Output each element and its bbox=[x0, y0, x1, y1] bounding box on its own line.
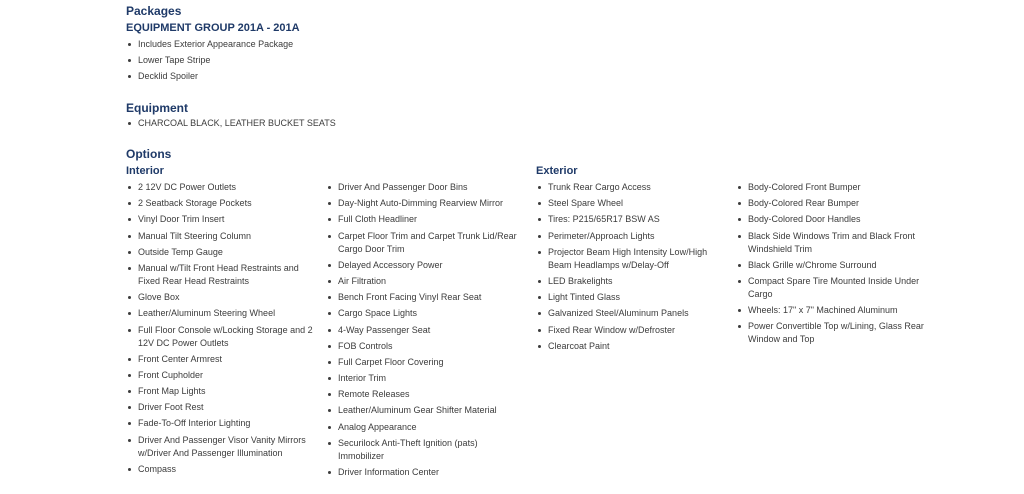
list-item: CHARCOAL BLACK, LEATHER BUCKET SEATS bbox=[126, 117, 446, 130]
list-item: Full Carpet Floor Covering bbox=[326, 356, 522, 369]
list-item: LED Brakelights bbox=[536, 275, 726, 288]
list-item: 4-Way Passenger Seat bbox=[326, 324, 522, 337]
list-item: Includes Exterior Appearance Package bbox=[126, 38, 446, 51]
equipment-group-title: EQUIPMENT GROUP 201A - 201A bbox=[126, 22, 300, 34]
list-item: Front Map Lights bbox=[126, 385, 316, 398]
list-item: Carpet Floor Trim and Carpet Trunk Lid/Rear Cargo Door Trim bbox=[326, 230, 522, 256]
list-item: Front Center Armrest bbox=[126, 353, 316, 366]
list-item: Full Cloth Headliner bbox=[326, 213, 522, 226]
list-item: Compass bbox=[126, 463, 316, 476]
equipment-heading: Equipment bbox=[126, 101, 188, 115]
list-item: Lower Tape Stripe bbox=[126, 54, 446, 67]
list-item: Outside Temp Gauge bbox=[126, 246, 316, 259]
list-item: Galvanized Steel/Aluminum Panels bbox=[536, 307, 726, 320]
equipment-list bbox=[126, 117, 446, 133]
list-item: Manual w/Tilt Front Head Restraints and Fixed Rear Head Restraints bbox=[126, 262, 316, 288]
list-item: Body-Colored Door Handles bbox=[736, 213, 926, 226]
list-item: Body-Colored Rear Bumper bbox=[736, 197, 926, 210]
list-item: Day-Night Auto-Dimming Rearview Mirror bbox=[326, 197, 522, 210]
list-item: Front Cupholder bbox=[126, 369, 316, 382]
list-item: Driver Foot Rest bbox=[126, 401, 316, 414]
list-item: Air Filtration bbox=[326, 275, 522, 288]
list-item: Leather/Aluminum Steering Wheel bbox=[126, 307, 316, 320]
vehicle-spec-sheet bbox=[126, 0, 926, 494]
list-item: Projector Beam High Intensity Low/High Beam Headlamps w/Delay-Off bbox=[536, 246, 726, 272]
packages-list bbox=[126, 38, 446, 87]
list-item: Leather/Aluminum Gear Shifter Material bbox=[326, 404, 522, 417]
list-item: Perimeter/Approach Lights bbox=[536, 230, 726, 243]
list-item: Compact Spare Tire Mounted Inside Under Cargo bbox=[736, 275, 926, 301]
list-item: FOB Controls bbox=[326, 340, 522, 353]
list-item: Full Floor Console w/Locking Storage and 2 12V DC Power Outlets bbox=[126, 324, 316, 350]
list-item: Wheels: 17" x 7" Machined Aluminum bbox=[736, 304, 926, 317]
list-item: Driver Information Center bbox=[326, 466, 522, 479]
packages-heading: Packages bbox=[126, 4, 182, 18]
list-item: Fade-To-Off Interior Lighting bbox=[126, 417, 316, 430]
list-item: 2 Seatback Storage Pockets bbox=[126, 197, 316, 210]
list-item: Black Grille w/Chrome Surround bbox=[736, 259, 926, 272]
list-item: Bench Front Facing Vinyl Rear Seat bbox=[326, 291, 522, 304]
list-item: Vinyl Door Trim Insert bbox=[126, 213, 316, 226]
list-item: Driver And Passenger Visor Vanity Mirrors w/Driver And Passenger Illumination bbox=[126, 434, 316, 460]
interior-list-column-1 bbox=[126, 181, 316, 479]
list-item: Power Convertible Top w/Lining, Glass Rear Window and Top bbox=[736, 320, 926, 346]
list-item: Driver And Passenger Door Bins bbox=[326, 181, 522, 194]
list-item: Fixed Rear Window w/Defroster bbox=[536, 324, 726, 337]
list-item: Body-Colored Front Bumper bbox=[736, 181, 926, 194]
exterior-heading: Exterior bbox=[536, 165, 578, 177]
options-heading: Options bbox=[126, 147, 172, 161]
list-item: Remote Releases bbox=[326, 388, 522, 401]
list-item: Light Tinted Glass bbox=[536, 291, 726, 304]
list-item: Interior Trim bbox=[326, 372, 522, 385]
list-item: Analog Appearance bbox=[326, 421, 522, 434]
list-item: Tires: P215/65R17 BSW AS bbox=[536, 213, 726, 226]
interior-list-column-2 bbox=[326, 181, 522, 482]
list-item: Glove Box bbox=[126, 291, 316, 304]
list-item: Securilock Anti-Theft Ignition (pats) Immobilizer bbox=[326, 437, 522, 463]
list-item: Delayed Accessory Power bbox=[326, 259, 522, 272]
list-item: Decklid Spoiler bbox=[126, 70, 446, 83]
list-item: Manual Tilt Steering Column bbox=[126, 230, 316, 243]
list-item: Clearcoat Paint bbox=[536, 340, 726, 353]
interior-heading: Interior bbox=[126, 165, 164, 177]
list-item: Trunk Rear Cargo Access bbox=[536, 181, 726, 194]
list-item: Black Side Windows Trim and Black Front Windshield Trim bbox=[736, 230, 926, 256]
exterior-list-column-1 bbox=[536, 181, 726, 356]
list-item: 2 12V DC Power Outlets bbox=[126, 181, 316, 194]
list-item: Cargo Space Lights bbox=[326, 307, 522, 320]
list-item: Steel Spare Wheel bbox=[536, 197, 726, 210]
exterior-list-column-2 bbox=[736, 181, 926, 350]
